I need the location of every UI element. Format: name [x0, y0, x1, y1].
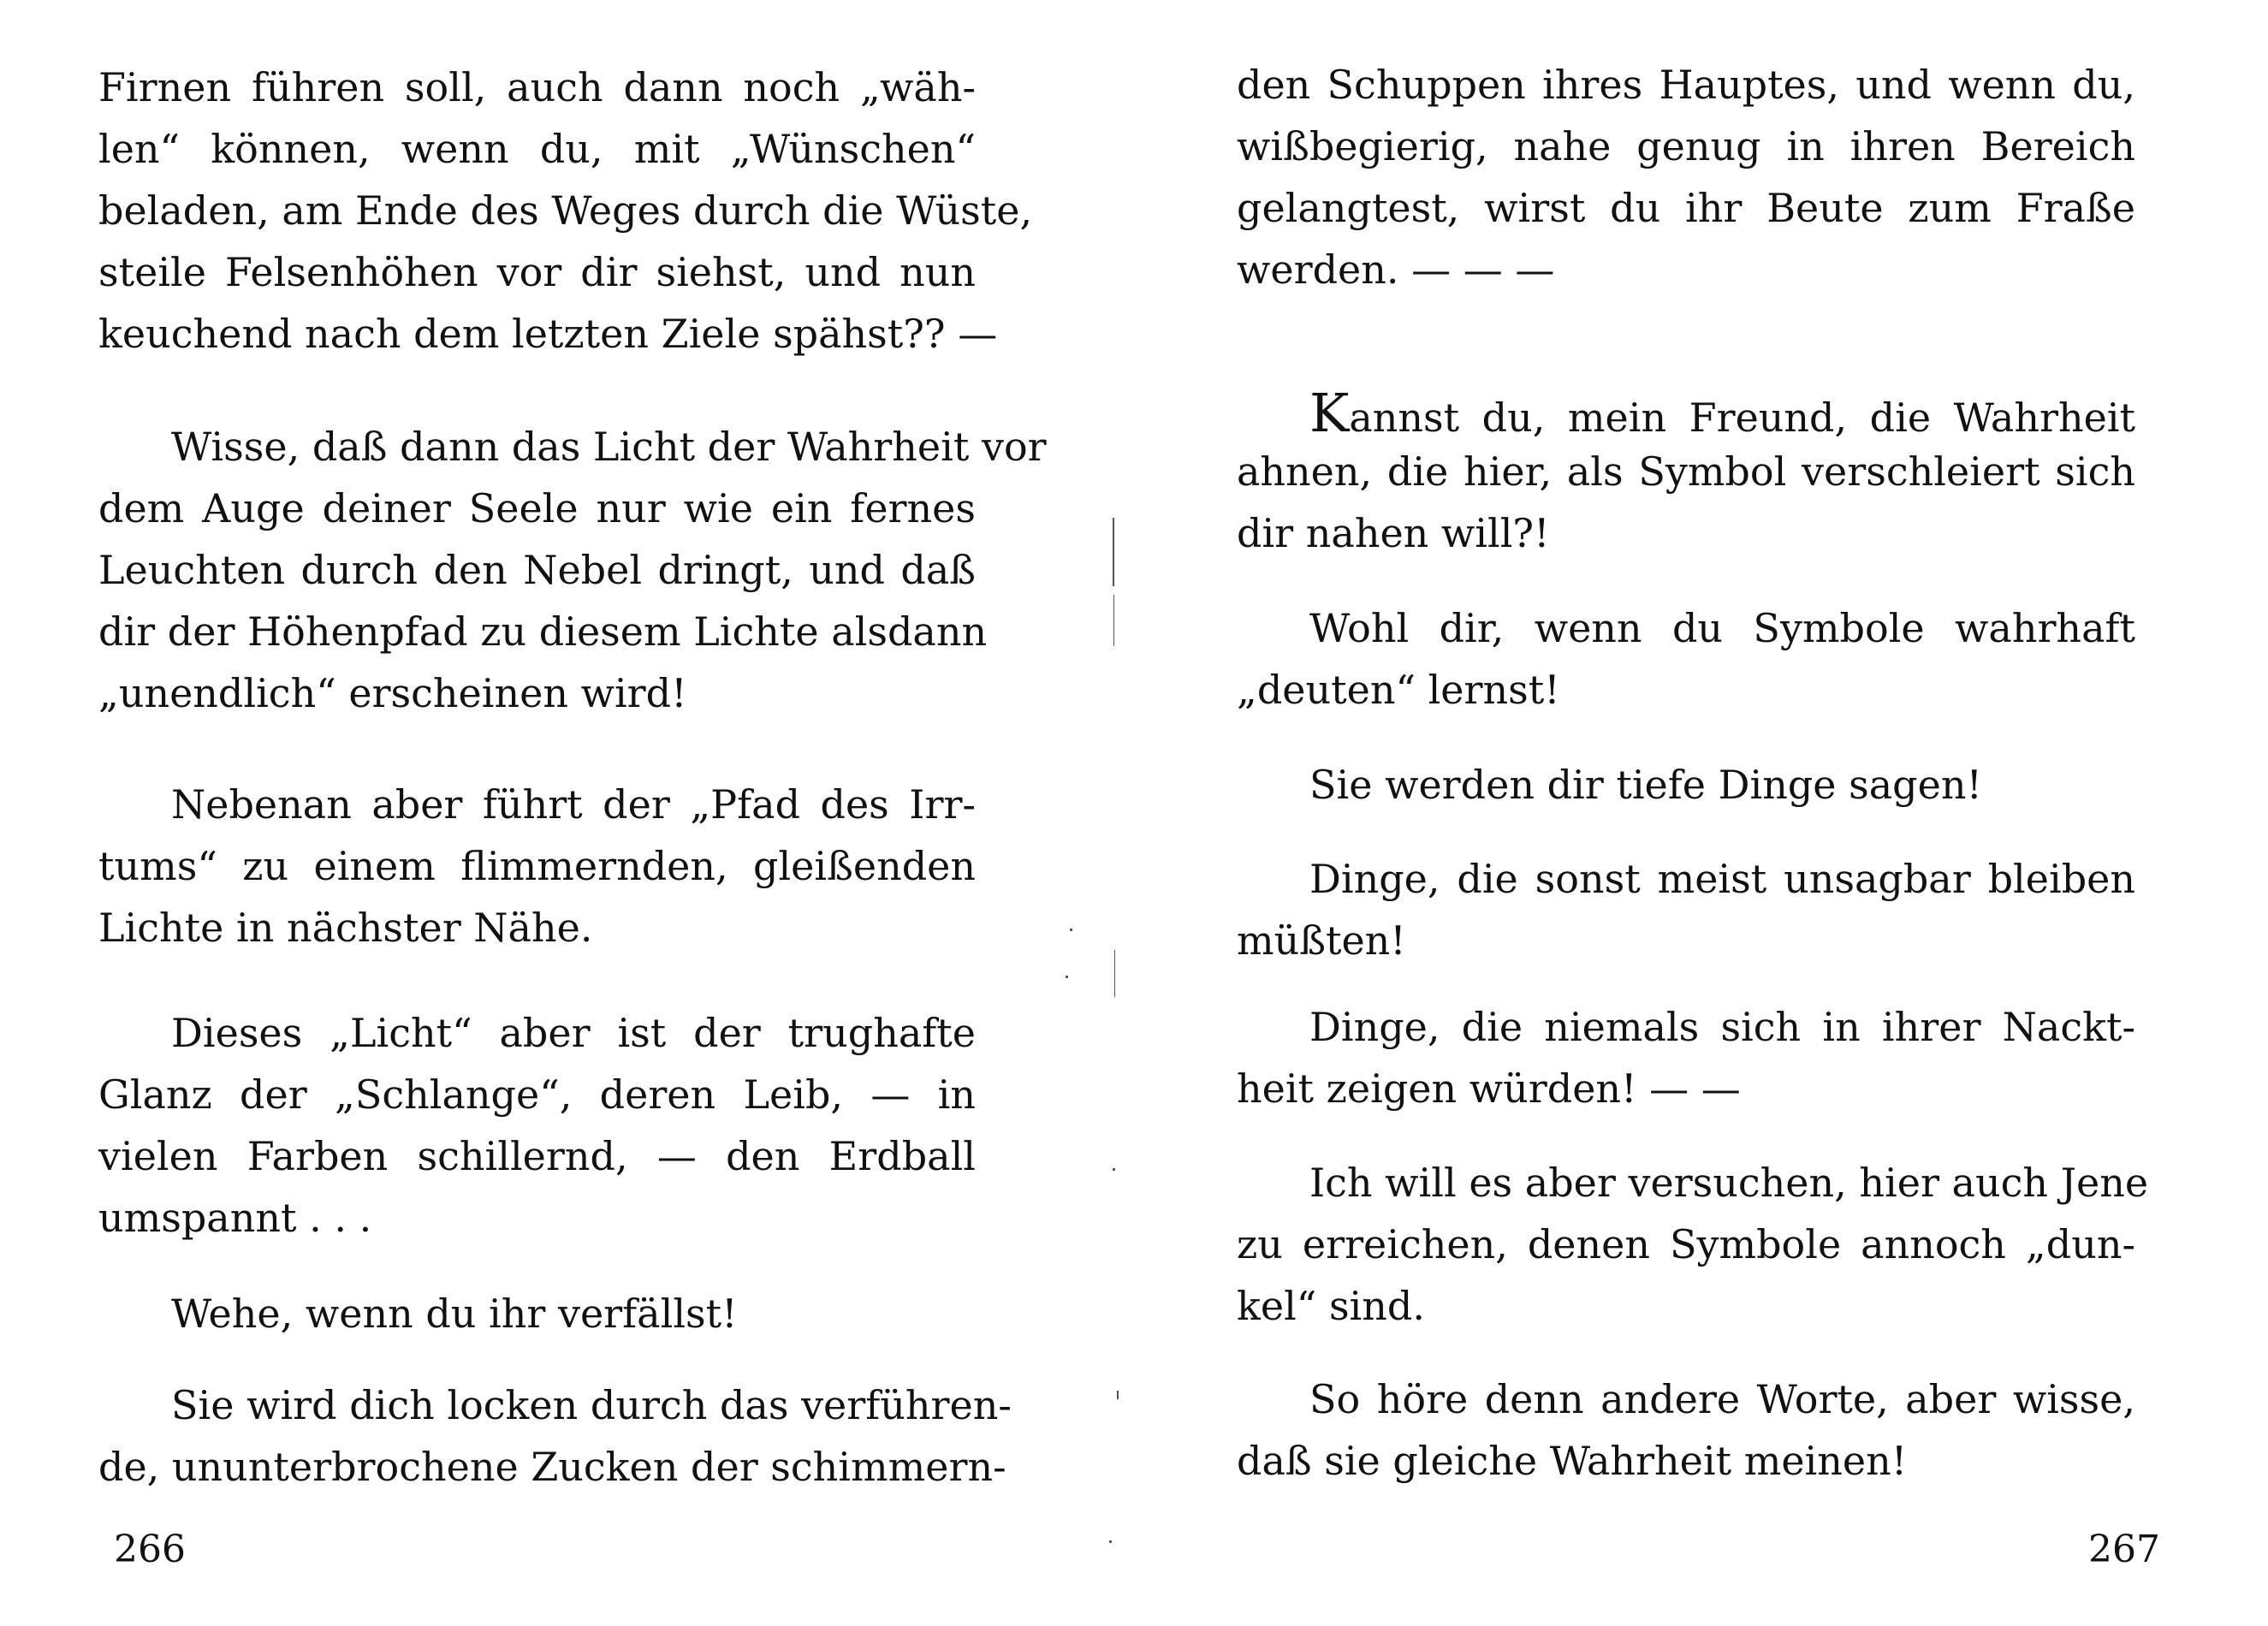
gutter-mark: [1070, 929, 1072, 931]
text-line: Lichte in nächster Nähe.: [98, 905, 593, 951]
gutter-mark: [1109, 1540, 1112, 1543]
text-line: tums“ zu einem flimmernden, gleißenden: [98, 843, 976, 889]
text-line: gelangtest, wirst du ihr Beute zum Fraße: [1237, 185, 2135, 231]
gutter-mark: [1117, 1391, 1119, 1399]
text-line: „unendlich“ erscheinen wird!: [98, 670, 687, 716]
line-text: annst du, mein Freund, die Wahrheit: [1349, 395, 2135, 441]
text-line: steile Felsenhöhen vor dir siehst, und nun: [98, 249, 976, 295]
text-line: müßten!: [1237, 917, 1406, 964]
page-number: 266: [114, 1528, 186, 1571]
gutter-mark: [1114, 950, 1115, 997]
text-line: Dinge, die sonst meist unsagbar bleiben: [1309, 856, 2135, 902]
text-line: Dieses „Licht“ aber ist der trughafte: [171, 1010, 976, 1056]
gutter-mark: [1113, 595, 1114, 646]
text-line: umspannt . . .: [98, 1195, 372, 1241]
gutter-mark: [1113, 1168, 1115, 1171]
text-line: keuchend nach dem letzten Ziele spähst?? —: [98, 311, 998, 357]
text-line: werden. — — —: [1237, 246, 1555, 293]
text-line: daß sie gleiche Wahrheit meinen!: [1237, 1438, 1908, 1484]
text-line: Ich will es aber versuchen, hier auch Jene: [1309, 1160, 2149, 1206]
text-line: ahnen, die hier, als Symbol verschleiert sich: [1237, 448, 2135, 495]
text-line: Wohl dir, wenn du Symbole wahrhaft: [1309, 605, 2135, 651]
text-line: beladen, am Ende des Weges durch die Wüste,: [98, 187, 1033, 234]
drop-letter: K: [1309, 382, 1350, 444]
gutter-mark: [1066, 976, 1068, 978]
text-line: „deuten“ lernst!: [1237, 667, 1560, 713]
page-number: 267: [2088, 1528, 2160, 1571]
text-line: heit zeigen würden! — —: [1237, 1065, 1741, 1112]
text-line: Firnen führen soll, auch dann noch „wäh-: [98, 64, 976, 110]
text-line: den Schuppen ihres Hauptes, und wenn du,: [1237, 62, 2135, 108]
text-line: zu erreichen, denen Symbole annoch „dun-: [1237, 1221, 2135, 1267]
text-line: kel“ sind.: [1237, 1283, 1425, 1329]
text-line: len“ können, wenn du, mit „Wünschen“: [98, 126, 976, 172]
text-line: dir der Höhenpfad zu diesem Lichte alsdann: [98, 608, 988, 655]
text-line: [1237, 382, 2135, 444]
left-page: [0, 0, 1113, 1626]
text-line: wißbegierig, nahe genug in ihren Bereich: [1237, 123, 2135, 169]
text-line: dir nahen will?!: [1237, 510, 1550, 556]
text-line: dem Auge deiner Seele nur wie ein fernes: [98, 485, 976, 531]
text-line: Nebenan aber führt der „Pfad des Irr-: [171, 781, 976, 828]
text-line: Leuchten durch den Nebel dringt, und daß: [98, 547, 976, 593]
text-line: Sie wird dich locken durch das verführen-: [171, 1382, 1012, 1428]
text-line: Wisse, daß dann das Licht der Wahrheit vor: [171, 424, 1047, 470]
text-line: de, ununterbrochene Zucken der schimmern-: [98, 1444, 1006, 1490]
gutter-mark: [1113, 518, 1114, 586]
right-page: [1113, 0, 2268, 1626]
text-line: So höre denn andere Worte, aber wisse,: [1309, 1376, 2135, 1422]
text-line: Glanz der „Schlange“, deren Leib, — in: [98, 1071, 976, 1118]
text-line: Wehe, wenn du ihr verfällst!: [171, 1291, 738, 1337]
text-line: Sie werden dir tiefe Dinge sagen!: [1309, 762, 1982, 808]
text-line: Dinge, die niemals sich in ihrer Nackt-: [1309, 1004, 2135, 1050]
text-line: vielen Farben schillernd, — den Erdball: [98, 1133, 976, 1179]
